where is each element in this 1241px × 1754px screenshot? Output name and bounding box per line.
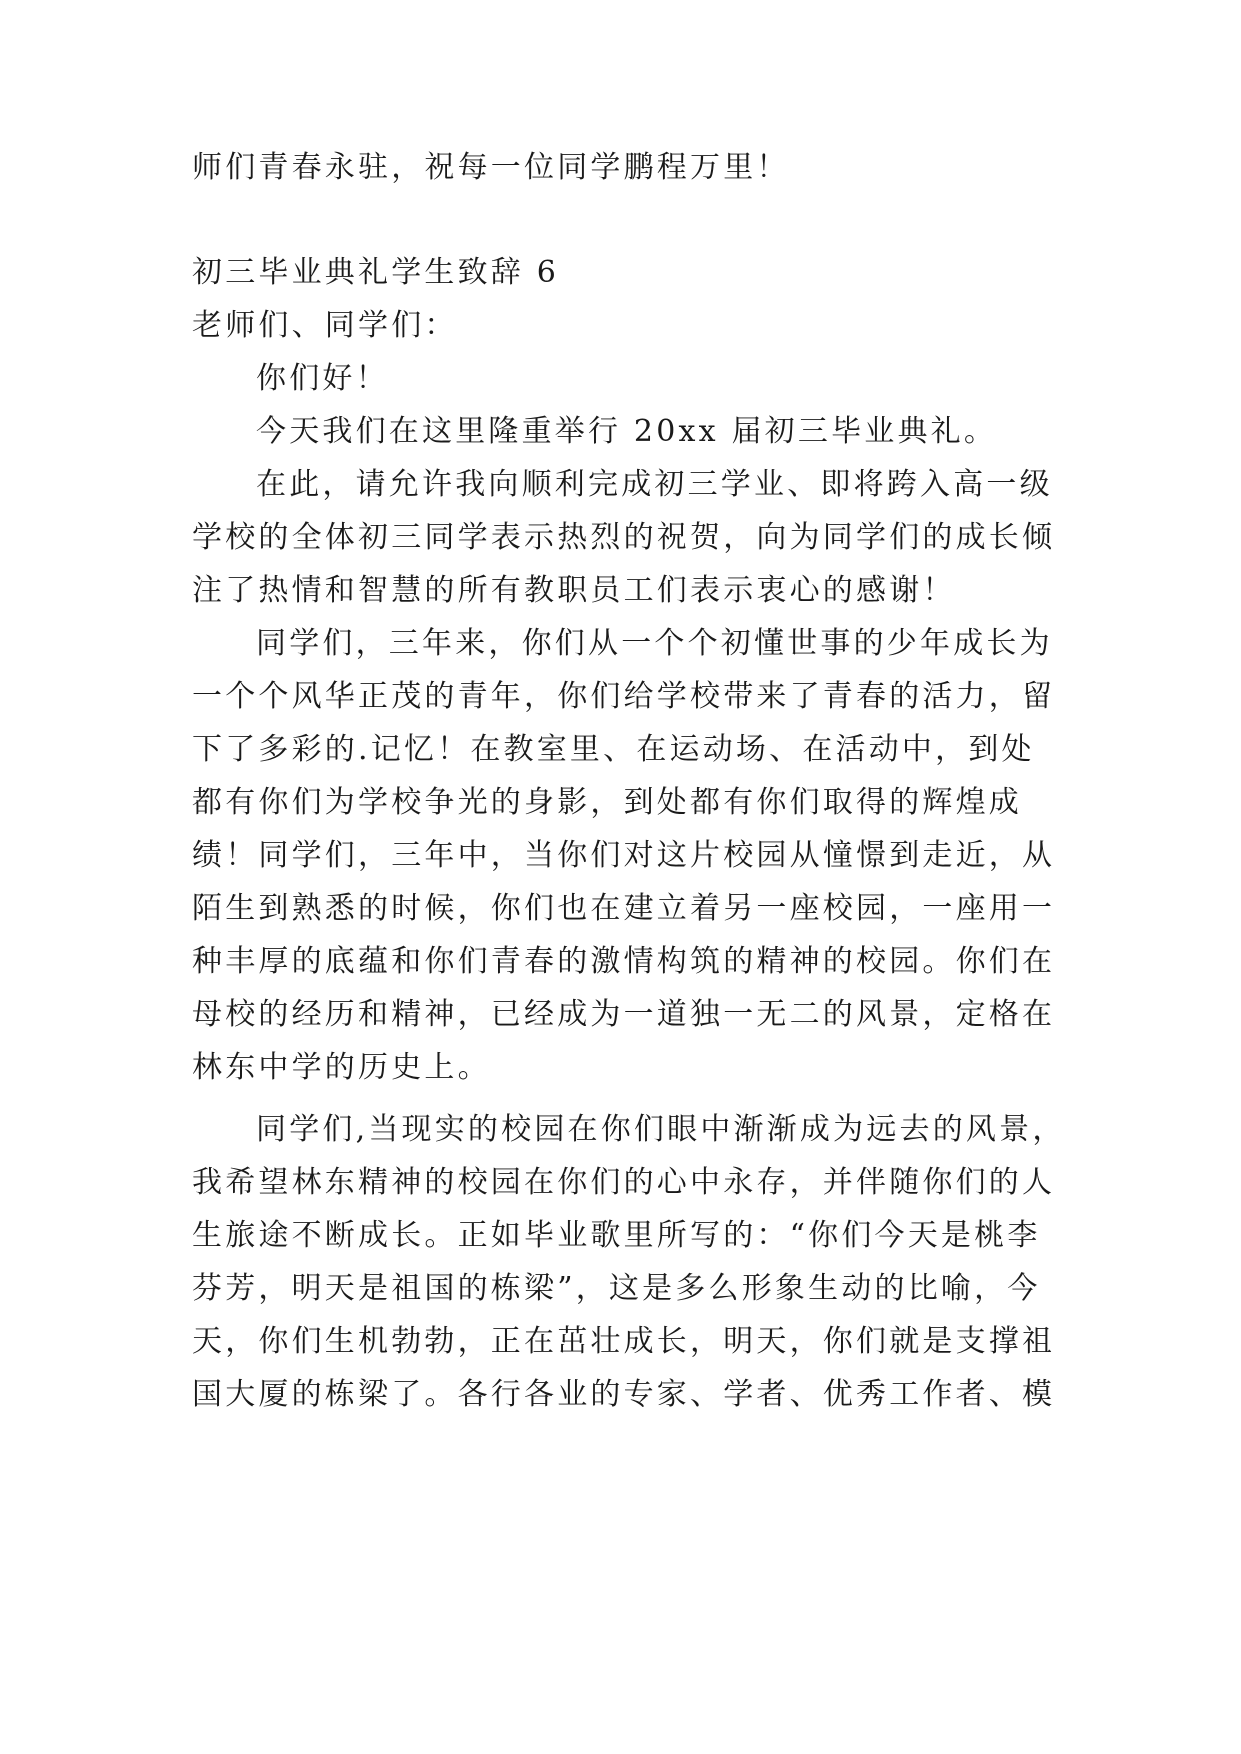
paragraph-line: 绩！同学们，三年中，当你们对这片校园从憧憬到走近，从 (192, 838, 1056, 873)
paragraph-line: 学校的全体初三同学表示热烈的祝贺，向为同学们的成长倾 (192, 520, 1056, 555)
greeting: 你们好！ (256, 361, 389, 396)
paragraph-line: 国大厦的栋梁了。各行各业的专家、学者、优秀工作者、模 (192, 1377, 1056, 1412)
paragraph-line: 同学们，三年来，你们从一个个初懂世事的少年成长为 (256, 626, 1053, 661)
paragraph-line: 注了热情和智慧的所有教职员工们表示衷心的感谢！ (192, 573, 956, 608)
paragraph-line: 在此，请允许我向顺利完成初三学业、即将跨入高一级 (256, 467, 1053, 502)
carryover-line: 师们青春永驻，祝每一位同学鹏程万里！ (192, 150, 790, 185)
paragraph-line: 生旅途不断成长。正如毕业歌里所写的：“你们今天是桃李 (192, 1218, 1041, 1253)
paragraph-line: 我希望林东精神的校园在你们的心中永存，并伴随你们的人 (192, 1165, 1056, 1200)
paragraph-line: 今天我们在这里隆重举行 20xx 届初三毕业典礼。 (256, 414, 998, 449)
paragraph-line: 都有你们为学校争光的身影，到处都有你们取得的辉煌成 (192, 785, 1022, 820)
paragraph-line: 下了多彩的.记忆！在教室里、在运动场、在活动中，到处 (192, 732, 1035, 767)
paragraph-line: 同学们,当现实的校园在你们眼中渐渐成为远去的风景， (256, 1112, 1066, 1147)
paragraph-line: 陌生到熟悉的时候，你们也在建立着另一座校园，一座用一 (192, 891, 1056, 926)
paragraph-line: 林东中学的历史上。 (192, 1050, 491, 1085)
salutation: 老师们、同学们： (192, 308, 458, 343)
paragraph-line: 母校的经历和精神，已经成为一道独一无二的风景，定格在 (192, 997, 1056, 1032)
paragraph-line: 种丰厚的底蕴和你们青春的激情构筑的精神的校园。你们在 (192, 944, 1056, 979)
paragraph-line: 芬芳，明天是祖国的栋梁”，这是多么形象生动的比喻，今 (192, 1271, 1041, 1306)
paragraph-line: 天，你们生机勃勃，正在茁壮成长，明天，你们就是支撑祖 (192, 1324, 1056, 1359)
paragraph-line: 一个个风华正茂的青年，你们给学校带来了青春的活力，留 (192, 679, 1056, 714)
section-title: 初三毕业典礼学生致辞 6 (192, 255, 560, 290)
